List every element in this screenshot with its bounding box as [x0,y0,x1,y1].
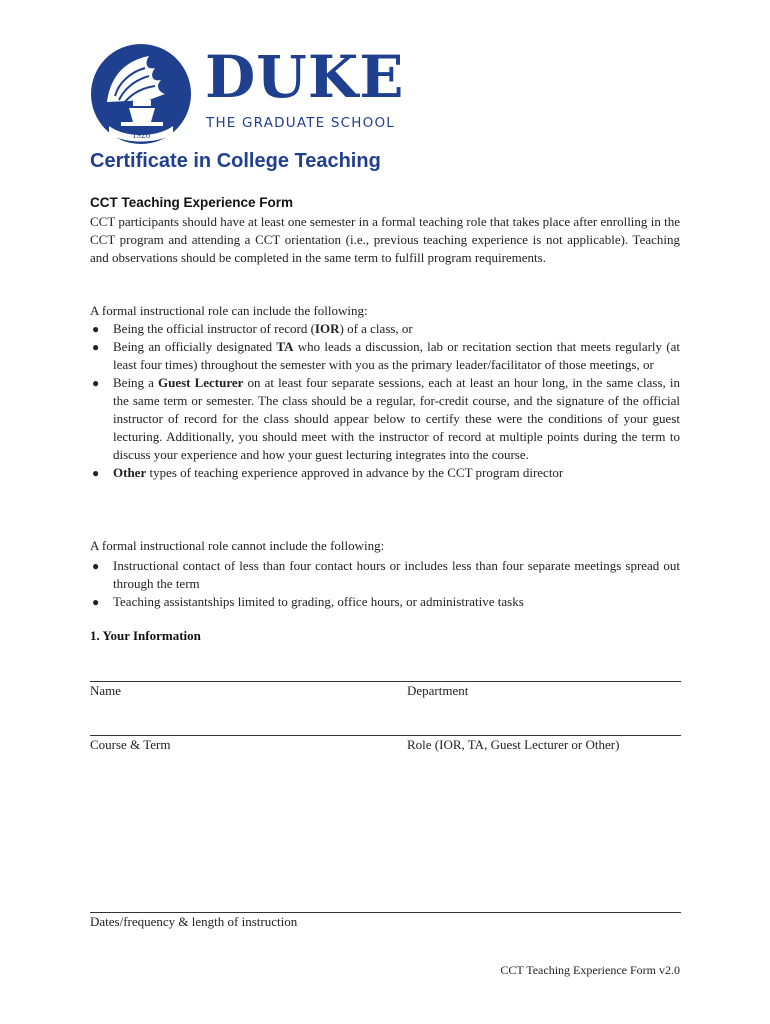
form-title: CCT Teaching Experience Form [90,195,294,210]
role-label: Role (IOR, TA, Guest Lecturer or Other) [407,737,620,752]
bullet-icon: ● [92,559,100,573]
list-item: ● Being the official instructor of record (IOR) of a class, or [92,321,413,336]
dates-field-line[interactable] [90,912,681,913]
dates-frequency-label: Dates/frequency & length of instruction [90,914,298,929]
bullet-icon: ● [92,595,100,609]
name-label: Name [90,683,122,698]
bullet-icon: ● [92,322,100,336]
course-term-label: Course & Term [90,737,171,752]
cannot-include-list [90,557,680,611]
footer-version: CCT Teaching Experience Form v2.0 [500,963,680,977]
logo-subtitle: THE GRADUATE SCHOOL [206,115,395,131]
bullet-icon: ● [92,376,100,390]
logo-wordmark: DUKE [205,43,405,111]
duke-graduate-school-logo [89,42,409,150]
list-item: ● Teaching assistantships limited to grading, office hours, or administrative tasks [92,594,524,609]
page-title: Certificate in College Teaching [90,150,381,172]
course-field-line[interactable] [90,735,681,736]
duke-seal-icon [89,42,193,146]
list-item: ● Being a Guest Lecturer on at least four separate sessions, each at least an hour long, in the same class, in the same term or semester. The class should be a regular, for-credit course, and the signature of the official instructor of record for the class should appear below to certify these were the conditions of your guest lecturing. Additionally, you should meet with the instructor of record at multiple points during the term to discuss your experience and how your guest lecturing integrates into the course. [92,375,680,462]
bullet-icon: ● [92,466,100,480]
list-item: ● Instructional contact of less than four contact hours or includes less than four separate meetings spread out through the term [92,558,680,591]
department-label: Department [407,683,469,698]
section-heading-your-information: 1. Your Information [90,628,201,643]
bullet-icon: ● [92,340,100,354]
cannot-include-lead: A formal instructional role cannot include the following: [90,538,385,553]
can-include-lead: A formal instructional role can include the following: [90,303,368,318]
list-item: ● Being an officially designated TA who leads a discussion, lab or recitation section that meets regularly (at least four times) throughout the semester with you as the primary leader/facilitator of those meetings, or [92,339,681,372]
name-field-line[interactable] [90,681,681,682]
list-item: ● Other types of teaching experience approved in advance by the CCT program director [92,465,564,480]
logo-year: 1926 [132,130,150,140]
intro-paragraph: CCT participants should have at least one semester in a formal teaching role that takes place after enrolling in the CCT program and attending a CCT orientation (i.e., previous teaching experience is not applicable). Teaching and observations should be completed in the same term to fulfill program requirements. [90,214,680,265]
can-include-list [90,320,680,482]
